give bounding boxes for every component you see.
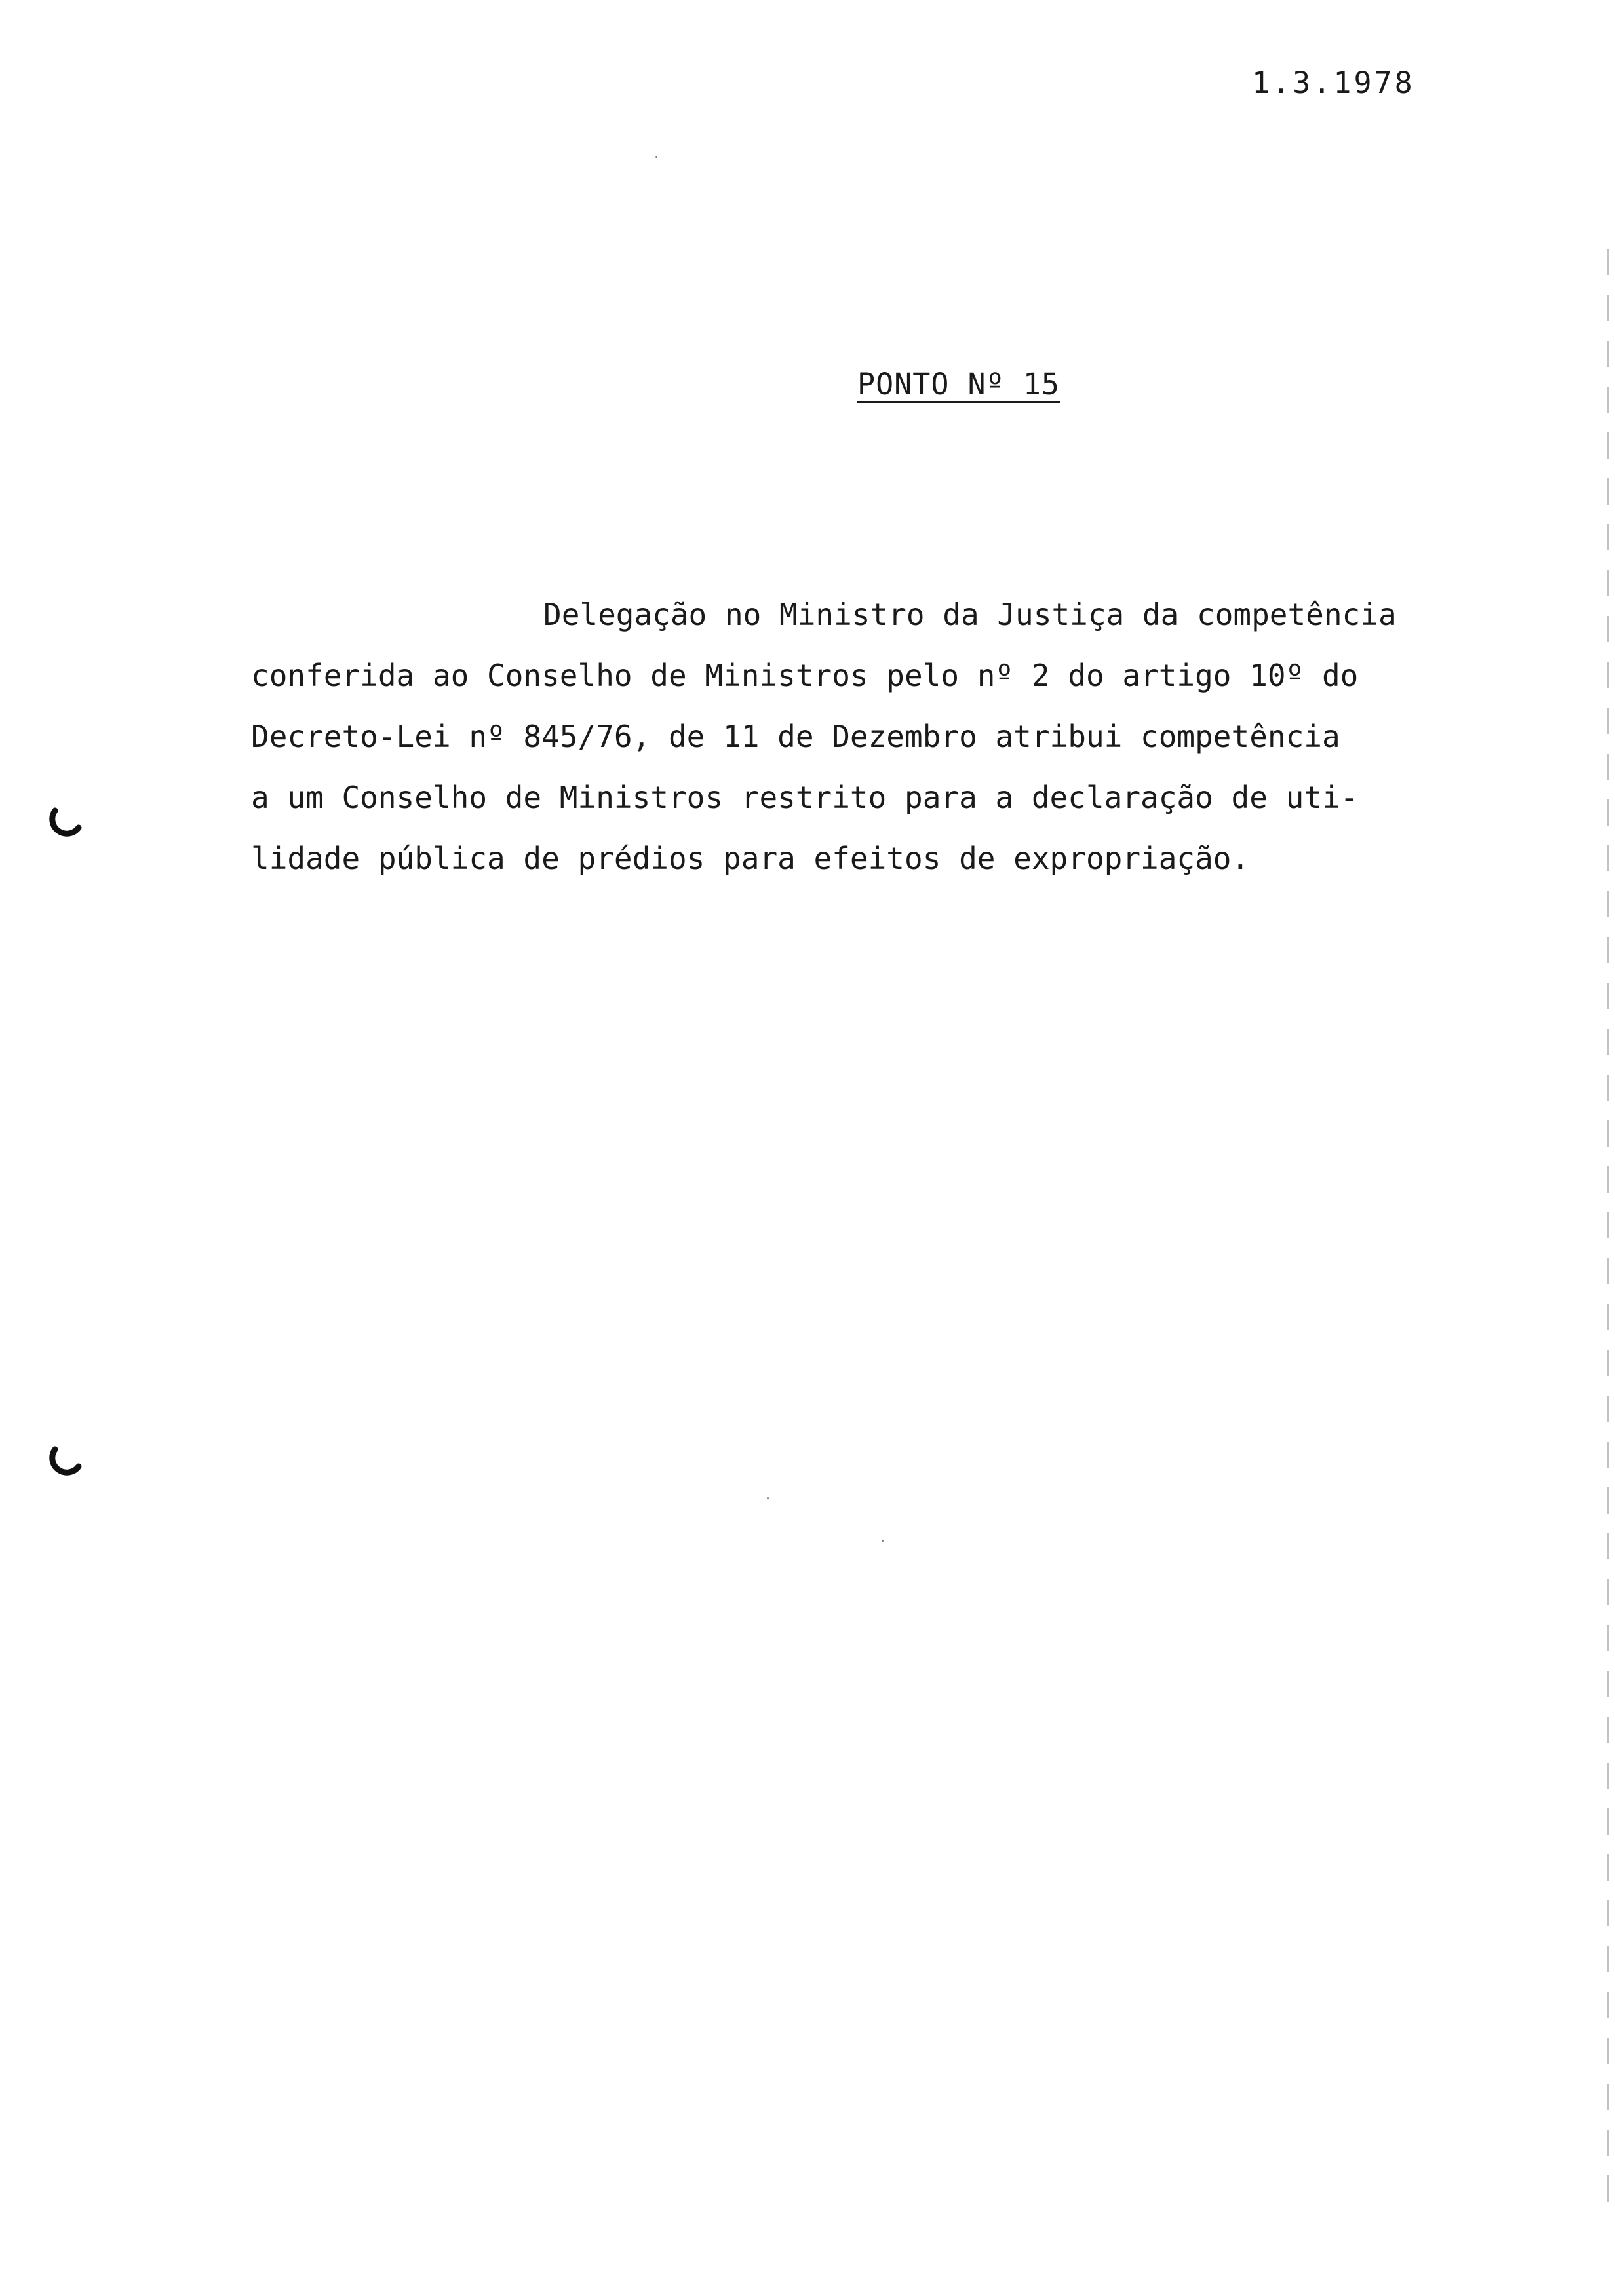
document-body	[251, 584, 1496, 889]
paper-speck	[655, 156, 657, 158]
body-line: conferida ao Conselho de Ministros pelo nº 2 do artigo 10º do	[251, 658, 1359, 693]
document-date: 1.3.1978	[1252, 66, 1415, 100]
body-line: lidade pública de prédios para efeitos de expropriação.	[251, 841, 1250, 876]
body-line: a um Conselho de Ministros restrito para a declaração de uti-	[251, 780, 1359, 815]
paper-speck	[882, 1540, 884, 1542]
document-heading: PONTO Nº 15	[857, 367, 1060, 402]
page-edge-shadow	[1607, 249, 1609, 2215]
punch-hole-icon	[46, 803, 84, 841]
body-line: Decreto-Lei nº 845/76, de 11 de Dezembro atribui competência	[251, 719, 1340, 754]
punch-hole-icon	[46, 1442, 84, 1480]
paper-speck	[767, 1497, 769, 1499]
body-line: Delegação no Ministro da Justiça da competência	[543, 597, 1397, 632]
